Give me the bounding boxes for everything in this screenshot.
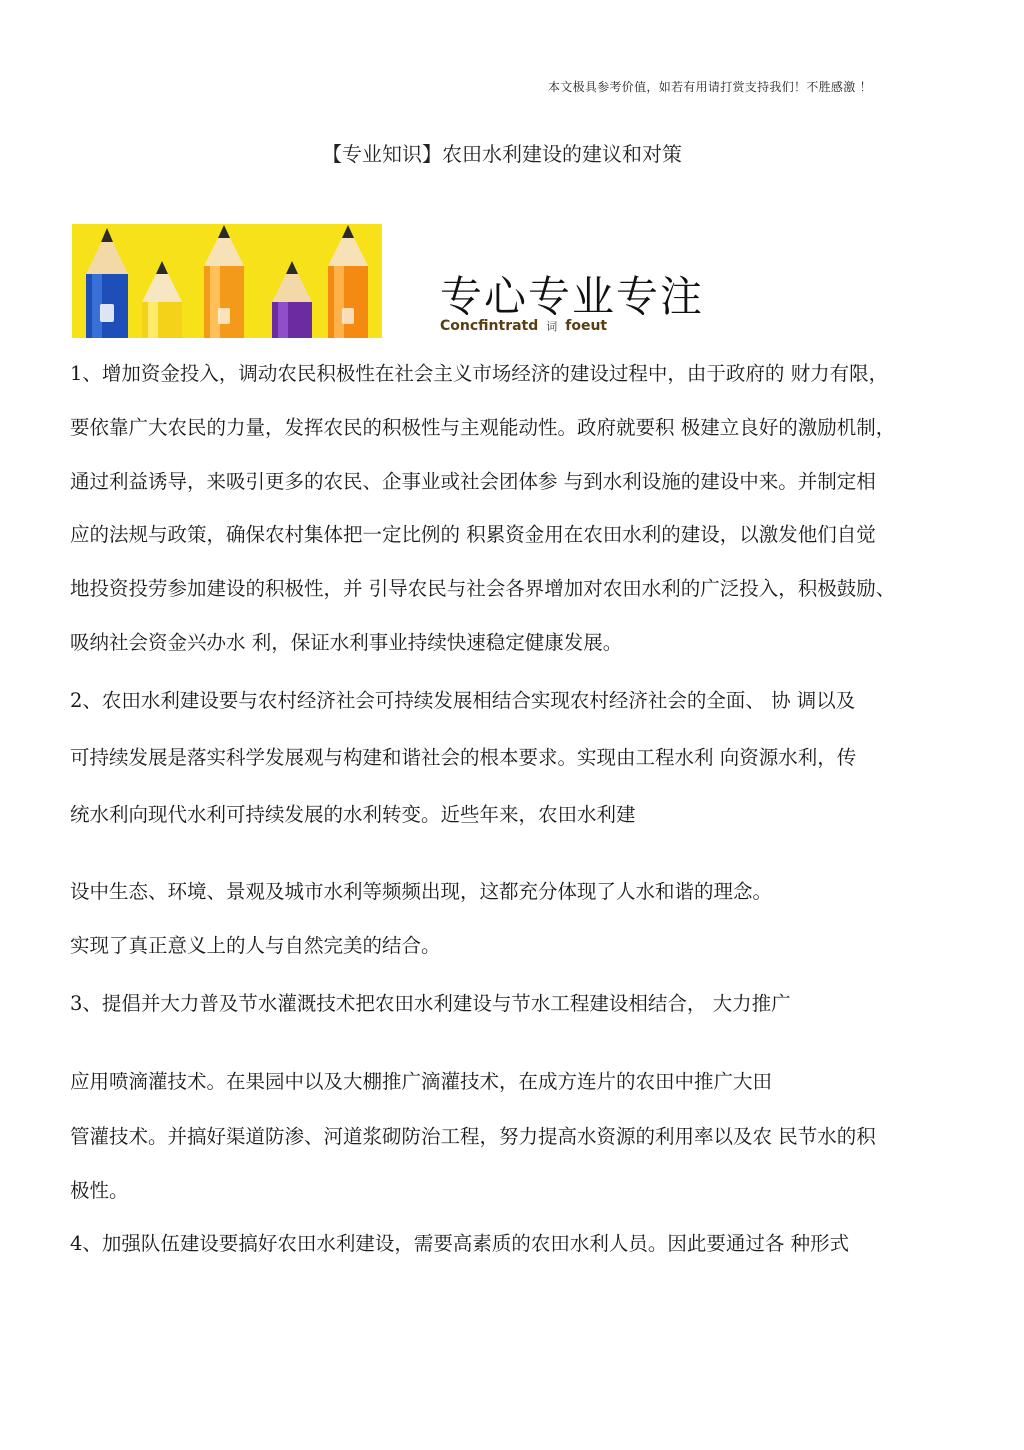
document-title: 【专业知识】农田水利建设的建议和对策 xyxy=(322,142,682,166)
body-line: 通过利益诱导，来吸引更多的农民、企事业或社会团体参 与到水利设施的建设中来。并制定相 xyxy=(70,470,876,493)
body-line: 设中生态、环境、景观及城市水利等频频出现，这都充分体现了人水和谐的理念。 xyxy=(70,880,773,903)
donation-notice: 本文极具参考价值，如若有用请打赏支持我们！不胜感激 ！ xyxy=(548,80,872,94)
body-line: 要依靠广大农民的力量，发挥农民的积极性与主观能动性。政府就要积 极建立良好的激励机制， xyxy=(70,416,896,439)
pencils-illustration xyxy=(72,224,382,338)
body-line: 3、提倡并大力普及节水灌溉技术把农田水利建设与节水工程建设相结合， 大力推广 xyxy=(70,992,791,1015)
body-line: 可持续发展是落实科学发展观与构建和谐社会的根本要求。实现由工程水利 向资源水利，传 xyxy=(70,746,857,769)
slogan-english-part-b: foeut xyxy=(565,318,608,334)
banner-slogan: 专心专业专注 xyxy=(440,272,705,321)
body-line: 地投资投劳参加建设的积极性，并 引导农民与社会各界增加对农田水利的广泛投入，积极鼓励、 xyxy=(70,577,896,600)
body-line: 4、加强队伍建设要搞好农田水利建设，需要高素质的农田水利人员。因此要通过各 种形式 xyxy=(70,1232,850,1255)
slogan-english-mid: 词 xyxy=(546,320,558,333)
slogan-english-part-a: Concfintratd xyxy=(440,318,539,334)
pencil-banner-image xyxy=(72,224,382,338)
body-line: 管灌技术。并搞好渠道防渗、河道浆砌防治工程，努力提高水资源的利用率以及农 民节水的积 xyxy=(70,1125,876,1148)
body-line: 应的法规与政策，确保农村集体把一定比例的 积累资金用在农田水利的建设，以激发他们自觉 xyxy=(70,523,876,546)
body-line: 1、增加资金投入，调动农民积极性在社会主义市场经济的建设过程中，由于政府的 财力有限， xyxy=(70,362,889,385)
body-line: 应用喷滴灌技术。在果园中以及大棚推广滴灌技术，在成方连片的农田中推广大田 xyxy=(70,1070,773,1093)
banner-slogan-english xyxy=(440,318,607,334)
body-line: 2、农田水利建设要与农村经济社会可持续发展相结合实现农村经济社会的全面、 协 调以及 xyxy=(70,689,856,712)
body-line: 统水利向现代水利可持续发展的水利转变。近些年来，农田水利建 xyxy=(70,803,636,826)
body-line: 实现了真正意义上的人与自然完美的结合。 xyxy=(70,934,441,957)
body-line: 极性。 xyxy=(70,1179,129,1202)
body-line: 吸纳社会资金兴办水 利，保证水利事业持续快速稳定健康发展。 xyxy=(70,631,623,654)
